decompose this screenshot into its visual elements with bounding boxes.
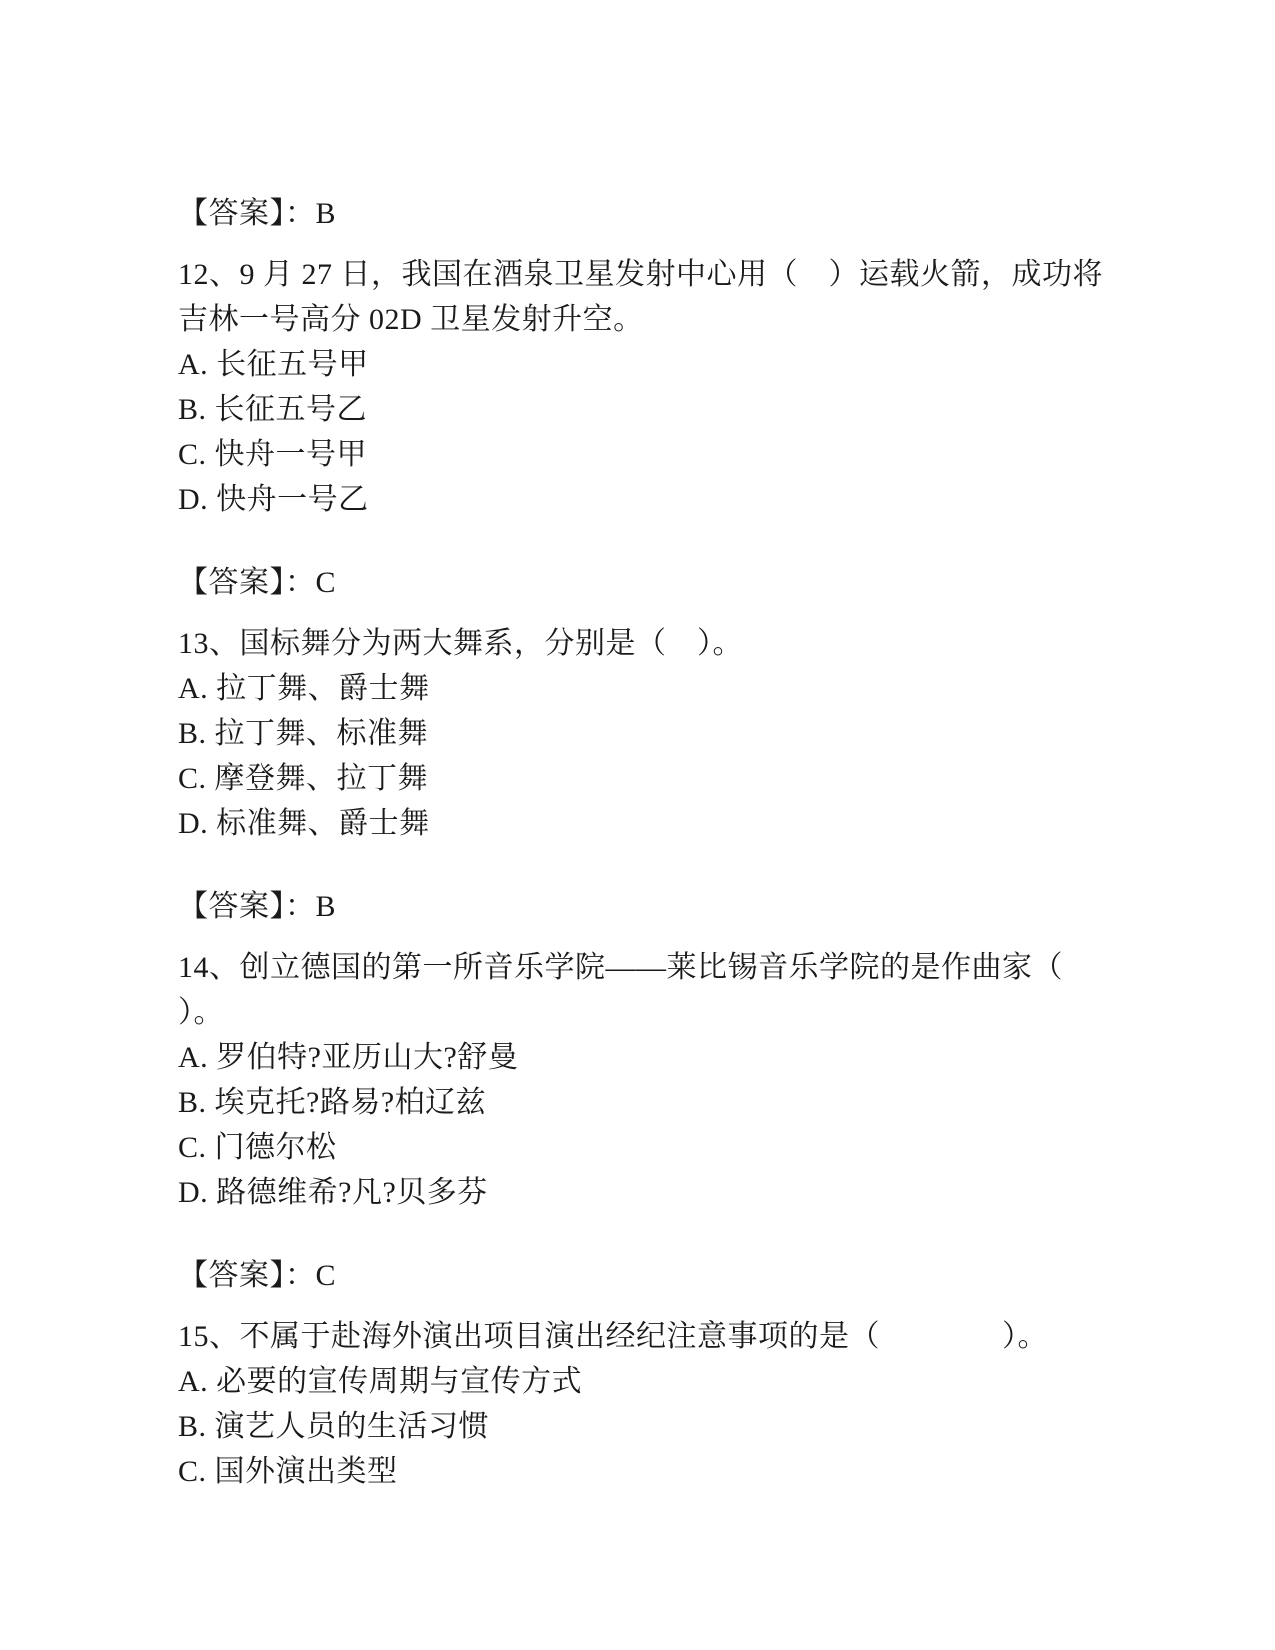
question-14-line-2: ）。 — [178, 996, 224, 1029]
answer-q11: 【答案】：B — [178, 197, 337, 230]
question-12-option-d: D. 快舟一号乙 — [178, 483, 369, 516]
answer-q14: 【答案】：C — [178, 1259, 337, 1292]
question-14-option-a: A. 罗伯特?亚历山大?舒曼 — [178, 1041, 519, 1074]
question-14-option-d: D. 路德维希?凡?贝多芬 — [178, 1176, 488, 1209]
question-14-line-1: 14、创立德国的第一所音乐学院——莱比锡音乐学院的是作曲家（ — [178, 951, 1063, 984]
answer-q12: 【答案】：C — [178, 566, 337, 599]
question-15-line-1: 15、不属于赴海外演出项目演出经纪注意事项的是（ ）。 — [178, 1320, 1048, 1353]
question-13-option-a: A. 拉丁舞、爵士舞 — [178, 672, 430, 705]
question-12-option-c: C. 快舟一号甲 — [178, 438, 368, 471]
question-15-option-a: A. 必要的宣传周期与宣传方式 — [178, 1365, 583, 1398]
question-12-option-b: B. 长征五号乙 — [178, 393, 368, 426]
question-13-line-1: 13、国标舞分为两大舞系，分别是（ ）。 — [178, 627, 743, 660]
question-13-option-c: C. 摩登舞、拉丁舞 — [178, 762, 429, 795]
question-13-option-d: D. 标准舞、爵士舞 — [178, 807, 430, 840]
question-15-option-c: C. 国外演出类型 — [178, 1455, 398, 1488]
question-14-option-b: B. 埃克托?路易?柏辽兹 — [178, 1086, 487, 1119]
question-14-option-c: C. 门德尔松 — [178, 1131, 337, 1164]
question-12-line-1: 12、9 月 27 日，我国在酒泉卫星发射中心用（ ）运载火箭，成功将 — [178, 258, 1103, 291]
question-15-option-b: B. 演艺人员的生活习惯 — [178, 1410, 490, 1443]
question-12-line-2: 吉林一号高分 02D 卫星发射升空。 — [178, 303, 644, 336]
answer-q13: 【答案】：B — [178, 890, 337, 923]
question-13-option-b: B. 拉丁舞、标准舞 — [178, 717, 429, 750]
question-12-option-a: A. 长征五号甲 — [178, 348, 369, 381]
